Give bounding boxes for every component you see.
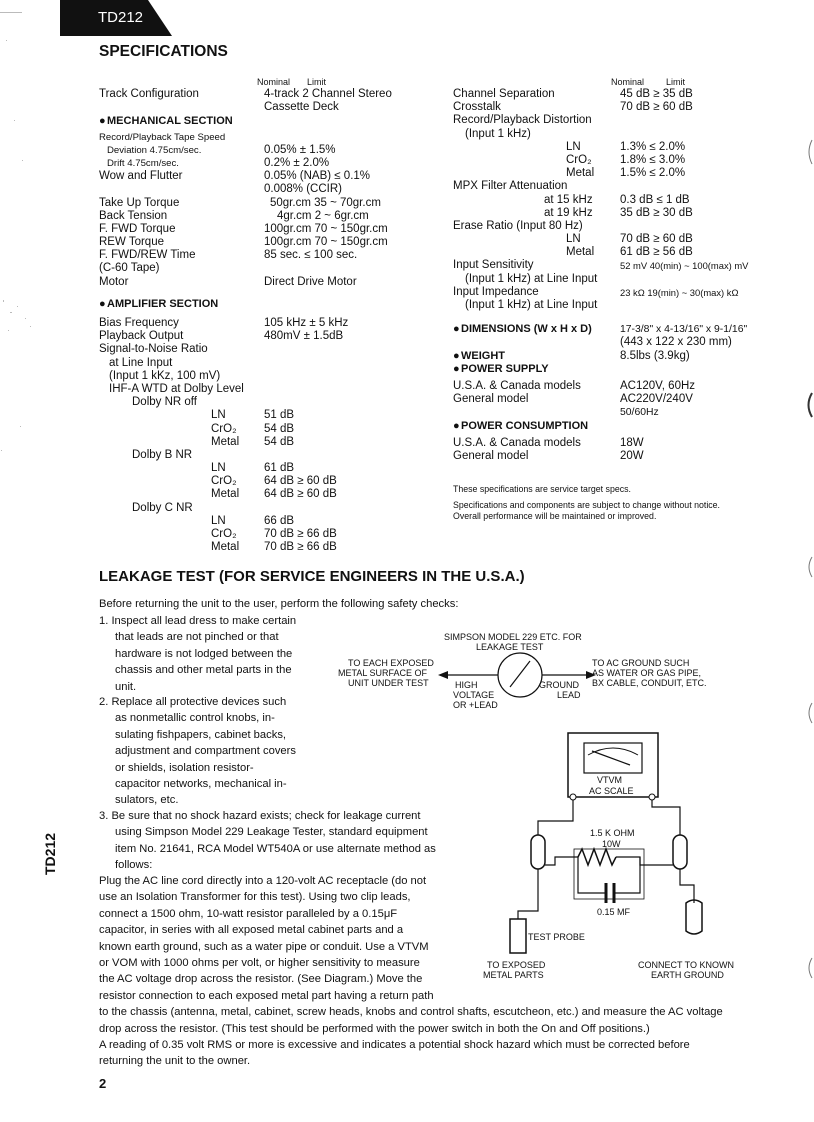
exposed-label: TO EXPOSED bbox=[487, 960, 546, 970]
leakage-intro bbox=[99, 596, 458, 612]
leakage-intro-text: Before returning the unit to the user, perform the following safety checks: bbox=[99, 598, 459, 610]
page-number: 2 bbox=[99, 1076, 107, 1091]
bullet-icon: ● bbox=[99, 115, 106, 128]
item-1-line: unit. bbox=[115, 680, 137, 693]
tape-type: LN bbox=[566, 233, 581, 246]
resistor-label: 10W bbox=[602, 839, 621, 849]
spec-label: at Line Input bbox=[109, 356, 173, 369]
spec-label: Motor bbox=[99, 275, 129, 288]
meter-circle-icon bbox=[498, 653, 542, 697]
tape-type: Metal bbox=[566, 167, 595, 180]
spec-label: Crosstalk bbox=[453, 101, 501, 114]
spec-label: General model bbox=[453, 449, 529, 462]
spec-label: Signal-to-Noise Ratio bbox=[99, 343, 208, 356]
spec-value: 35 dB ≥ 30 dB bbox=[620, 206, 693, 219]
spec-value: 51 dB bbox=[264, 409, 295, 422]
diagram-title: SIMPSON MODEL 229 ETC. FOR bbox=[444, 632, 582, 642]
spec-value: 8.5lbs (3.9kg) bbox=[620, 349, 690, 362]
spec-label: (Input 1 kHz) bbox=[465, 127, 531, 140]
spec-value: 20W bbox=[620, 449, 644, 462]
spec-value: 70 dB ≥ 66 dB bbox=[264, 528, 337, 540]
spec-value: 0.3 dB ≤ 1 dB bbox=[620, 193, 690, 206]
network-right-top bbox=[616, 857, 673, 865]
diagram-left-label: TO EACH EXPOSED bbox=[348, 658, 434, 668]
item-3-line: 3. Be sure that no shock hazard exists; check for leakage current bbox=[99, 810, 421, 822]
spec-value: 0.05% (NAB) ≤ 0.1% bbox=[264, 170, 371, 183]
body-line: Plug the AC line cord directly into a 120-volt AC receptacle (do not bbox=[99, 875, 427, 887]
spec-value: 480mV ± 1.5dB bbox=[264, 330, 344, 343]
spec-value: 23 kΩ 19(min) ~ 30(max) kΩ bbox=[620, 286, 739, 298]
vtvm-label: VTVM bbox=[597, 775, 623, 785]
test-probe-label: TEST PROBE bbox=[528, 932, 585, 942]
item-2-line: sulating fishpapers, cabinet backs, bbox=[115, 728, 287, 741]
spec-label: General model bbox=[453, 393, 529, 406]
cap-lead-left bbox=[578, 857, 606, 893]
spec-value: 54 dB bbox=[264, 422, 295, 435]
spec-label: Bias Frequency bbox=[99, 317, 179, 329]
spec-note: Specifications and components are subject to change without notice. bbox=[453, 500, 721, 510]
item-3-line: item No. 21641, RCA Model WT540A or use alternate method as bbox=[115, 842, 436, 855]
spec-value: AC220V/240V bbox=[620, 393, 693, 406]
clip-right-icon bbox=[673, 835, 687, 869]
col-limit-right: Limit bbox=[666, 77, 686, 87]
section-heading: POWER CONSUMPTION bbox=[461, 419, 589, 432]
body-line: or VOM with 1000 ohms per volt, or higher sensitivity to measure bbox=[99, 956, 420, 969]
spec-value: 64 dB ≥ 60 dB bbox=[264, 488, 337, 501]
item-2-line: sulators, etc. bbox=[115, 794, 179, 807]
scan-noise bbox=[0, 0, 60, 1122]
bullet-icon: ● bbox=[453, 349, 460, 362]
exposed-label: METAL PARTS bbox=[483, 970, 544, 980]
tape-type: LN bbox=[211, 409, 226, 422]
test-probe-icon bbox=[510, 919, 526, 953]
spec-label: Back Tension bbox=[99, 209, 168, 222]
spec-label: at 19 kHz bbox=[544, 206, 593, 219]
spec-label: Erase Ratio (Input 80 Hz) bbox=[453, 219, 583, 232]
item-2-line: as nonmetallic control knobs, in- bbox=[115, 712, 275, 725]
bullet-icon: ● bbox=[453, 419, 460, 432]
spec-label: U.S.A. & Canada models bbox=[453, 379, 581, 392]
spec-value: 45 dB ≥ 35 dB bbox=[620, 88, 693, 100]
ac-scale-label: AC SCALE bbox=[589, 786, 634, 796]
item-1-line: hardware is not lodged between the bbox=[115, 647, 293, 660]
spec-value: 64 dB ≥ 60 dB bbox=[264, 475, 337, 488]
vtvm-terminal-right bbox=[649, 794, 655, 800]
tape-type: CrO₂ bbox=[211, 422, 237, 435]
spec-value: 17-3/8" x 4-13/16" x 9-1/16" bbox=[620, 324, 748, 336]
known-ground-label: CONNECT TO KNOWN bbox=[638, 960, 735, 970]
spec-value: 52 mV 40(min) ~ 100(max) mV bbox=[620, 260, 749, 272]
spec-value: 100gr.cm 70 ~ 150gr.cm bbox=[264, 222, 388, 235]
spec-label: F. FWD Torque bbox=[99, 222, 176, 235]
meter-needle bbox=[510, 661, 530, 687]
spec-value: 4gr.cm 2 ~ 6gr.cm bbox=[277, 209, 369, 222]
item-2-line: capacitor networks, mechanical in- bbox=[115, 777, 287, 790]
resistor-label: 1.5 K OHM bbox=[590, 828, 635, 838]
section-heading: POWER SUPPLY bbox=[461, 362, 549, 375]
body-line: returning the unit to the owner. bbox=[99, 1055, 251, 1068]
cap-lead-right bbox=[614, 857, 640, 893]
tape-type: Metal bbox=[211, 488, 240, 501]
spec-value: 1.3% ≤ 2.0% bbox=[620, 140, 686, 153]
page-title: SPECIFICATIONS bbox=[99, 43, 228, 60]
left-arrowhead bbox=[438, 671, 448, 679]
spec-value: Cassette Deck bbox=[264, 101, 339, 114]
spec-label: F. FWD/REW Time bbox=[99, 249, 196, 262]
spec-value: 0.05% ± 1.5% bbox=[264, 143, 336, 156]
item-1-line: 1. Inspect all lead dress to make certain bbox=[99, 615, 297, 627]
spec-note: Overall performance will be maintained or improved. bbox=[453, 511, 657, 521]
diagram-high-label: OR +LEAD bbox=[453, 700, 498, 710]
spec-value: 50/60Hz bbox=[620, 407, 659, 419]
spec-value: 61 dB bbox=[264, 462, 295, 475]
known-ground-label: EARTH GROUND bbox=[651, 970, 724, 980]
leakage-heading: LEAKAGE TEST (FOR SERVICE ENGINEERS IN THE U.S.A.) bbox=[99, 568, 525, 585]
diagram-left-label: METAL SURFACE OF bbox=[338, 668, 428, 678]
diagram-high-label: HIGH bbox=[455, 680, 478, 690]
spec-label: Deviation 4.75cm/sec. bbox=[107, 144, 202, 156]
spec-label: Playback Output bbox=[99, 330, 184, 343]
capacitor-label: 0.15 MF bbox=[597, 907, 631, 917]
spec-label: (C-60 Tape) bbox=[99, 262, 160, 275]
spec-value: 70 dB ≥ 60 dB bbox=[620, 101, 693, 114]
spec-label: Channel Separation bbox=[453, 88, 555, 100]
diagram-right-label: TO AC GROUND SUCH bbox=[592, 658, 690, 668]
spec-label: Record/Playback Tape Speed bbox=[99, 131, 226, 143]
spec-label: Record/Playback Distortion bbox=[453, 114, 592, 127]
diagram-left-label: UNIT UNDER TEST bbox=[348, 678, 429, 688]
body-line: A reading of 0.35 volt RMS or more is excessive and indicates a potential shock hazard which must be corrected before bbox=[99, 1038, 690, 1051]
spec-value: 54 dB bbox=[264, 435, 295, 448]
item-3-line: using Simpson Model 229 Leakage Tester, standard equipment bbox=[115, 826, 428, 839]
spec-value: 0.008% (CCIR) bbox=[264, 183, 342, 196]
spec-value: 1.8% ≤ 3.0% bbox=[620, 153, 686, 166]
vtvm-needle bbox=[592, 751, 630, 765]
spec-label: IHF-A WTD at Dolby Level bbox=[109, 382, 244, 395]
body-line: resistor connection to each exposed metal part having a return path bbox=[99, 989, 434, 1002]
probe-lead bbox=[518, 869, 538, 919]
ground-clip-icon bbox=[686, 900, 702, 934]
leakage-item-1 bbox=[99, 613, 319, 695]
item-2-line: adjustment and compartment covers bbox=[115, 745, 296, 758]
diagram-right-label: AS WATER OR GAS PIPE, bbox=[592, 668, 702, 678]
network-left-top bbox=[545, 857, 578, 865]
diagram-high-label: VOLTAGE bbox=[453, 690, 495, 700]
spec-value: 70 dB ≥ 66 dB bbox=[264, 541, 337, 554]
item-1-line: that leads are not pinched or that bbox=[115, 631, 279, 644]
col-nominal-left: Nominal bbox=[257, 77, 291, 87]
wire-right-top bbox=[652, 800, 680, 835]
spec-label: Wow and Flutter bbox=[99, 170, 183, 183]
spec-value: 18W bbox=[620, 436, 644, 449]
spec-label: Input Sensitivity bbox=[453, 259, 534, 272]
spec-value: 4-track 2 Channel Stereo bbox=[264, 88, 392, 100]
diagram-ground-label: LEAD bbox=[557, 690, 581, 700]
item-1-line: chassis and other metal parts in the bbox=[115, 664, 292, 677]
col-nominal-right: Nominal bbox=[611, 77, 645, 87]
spec-value: (443 x 122 x 230 mm) bbox=[620, 336, 732, 349]
spec-value: 85 sec. ≤ 100 sec. bbox=[264, 249, 358, 262]
body-line: the AC voltage drop across the resistor. (See Diagram.) Move the bbox=[99, 973, 423, 986]
spec-label: REW Torque bbox=[99, 236, 164, 249]
tape-type: CrO₂ bbox=[566, 153, 592, 166]
tape-type: LN bbox=[566, 140, 581, 153]
ground-lead bbox=[680, 869, 694, 903]
spec-label: Track Configuration bbox=[99, 88, 199, 100]
tape-type: Metal bbox=[211, 435, 240, 448]
spec-value: 105 kHz ± 5 kHz bbox=[264, 317, 349, 329]
section-heading: AMPLIFIER SECTION bbox=[107, 297, 219, 310]
resistor-icon bbox=[578, 849, 616, 865]
bullet-icon: ● bbox=[453, 323, 460, 336]
tape-type: CrO₂ bbox=[211, 528, 237, 540]
spec-value: 66 dB bbox=[264, 514, 295, 527]
spec-value: 1.5% ≤ 2.0% bbox=[620, 167, 686, 180]
spec-note: These specifications are service target specs. bbox=[453, 484, 631, 494]
body-line: to the chassis (antenna, metal, cabinet, screw heads, knobs and control shafts, escutcheon, etc.) and measure the AC voltage bbox=[99, 1006, 723, 1019]
specs-right bbox=[453, 88, 803, 463]
tape-type: Metal bbox=[211, 541, 240, 554]
spec-value: 50gr.cm 35 ~ 70gr.cm bbox=[270, 196, 381, 209]
spec-value: Direct Drive Motor bbox=[264, 275, 357, 288]
tape-type: LN bbox=[211, 462, 226, 475]
diagram-ground-label: GROUND bbox=[539, 680, 579, 690]
spec-label: Dolby NR off bbox=[132, 396, 197, 409]
item-3-line: follows: bbox=[115, 859, 153, 872]
tape-type: Metal bbox=[566, 246, 595, 259]
spec-label: MPX Filter Attenuation bbox=[453, 180, 568, 193]
item-2-line: 2. Replace all protective devices such bbox=[99, 696, 287, 708]
spec-label: Drift 4.75cm/sec. bbox=[107, 157, 179, 169]
bullet-icon: ● bbox=[453, 362, 460, 375]
spec-label: Dolby C NR bbox=[132, 501, 193, 514]
clip-left-icon bbox=[531, 835, 545, 869]
spec-label: Input Impedance bbox=[453, 285, 539, 298]
header-tab-label: TD212 bbox=[98, 9, 144, 26]
wire-left-top bbox=[538, 800, 573, 835]
spec-value: 0.2% ± 2.0% bbox=[264, 156, 330, 169]
body-line: known earth ground, such as a water pipe or conduit. Use a VTVM bbox=[99, 940, 429, 953]
vtvm-scale-arc bbox=[588, 748, 638, 755]
bullet-icon: ● bbox=[99, 297, 106, 310]
diagram-right-label: BX CABLE, CONDUIT, ETC. bbox=[592, 678, 707, 688]
spec-label: at 15 kHz bbox=[544, 193, 593, 206]
item-2-line: or shields, isolation resistor- bbox=[115, 761, 254, 774]
vtvm-terminal-left bbox=[570, 794, 576, 800]
spec-label: Take Up Torque bbox=[99, 196, 180, 209]
body-line: use an Isolation Transformer for this test). Using two clip leads, bbox=[99, 891, 411, 904]
section-heading: MECHANICAL SECTION bbox=[107, 115, 233, 128]
spec-label: (Input 1 kKz, 100 mV) bbox=[109, 369, 221, 382]
body-line: drop across the resistor. (This test should be performed with the power switch in both the On and Off positions.) bbox=[99, 1022, 650, 1035]
section-heading: WEIGHT bbox=[461, 349, 505, 362]
spec-value: 61 dB ≥ 56 dB bbox=[620, 246, 693, 259]
section-heading: DIMENSIONS (W x H x D) bbox=[461, 323, 592, 336]
spec-value: 70 dB ≥ 60 dB bbox=[620, 233, 693, 246]
diagram-title: LEAKAGE TEST bbox=[476, 642, 544, 652]
spec-label: (Input 1 kHz) at Line Input bbox=[465, 272, 598, 285]
body-line: capacitor, in series with all exposed metal cabinet parts and a bbox=[99, 924, 404, 937]
spec-value: AC120V, 60Hz bbox=[620, 379, 696, 392]
tape-type: CrO₂ bbox=[211, 475, 237, 488]
col-limit-left: Limit bbox=[307, 77, 327, 87]
specs-left bbox=[99, 88, 459, 554]
spec-value: 100gr.cm 70 ~ 150gr.cm bbox=[264, 236, 388, 249]
side-label: TD212 bbox=[42, 832, 58, 875]
spec-label: U.S.A. & Canada models bbox=[453, 436, 581, 449]
leakage-item-2 bbox=[99, 694, 319, 809]
spec-label: Dolby B NR bbox=[132, 448, 193, 461]
body-line: connect a 1500 ohm, 10-watt resistor paralleled by a 0.15μF bbox=[99, 907, 398, 920]
spec-label: (Input 1 kHz) at Line Input bbox=[465, 299, 598, 311]
tape-type: LN bbox=[211, 514, 226, 527]
